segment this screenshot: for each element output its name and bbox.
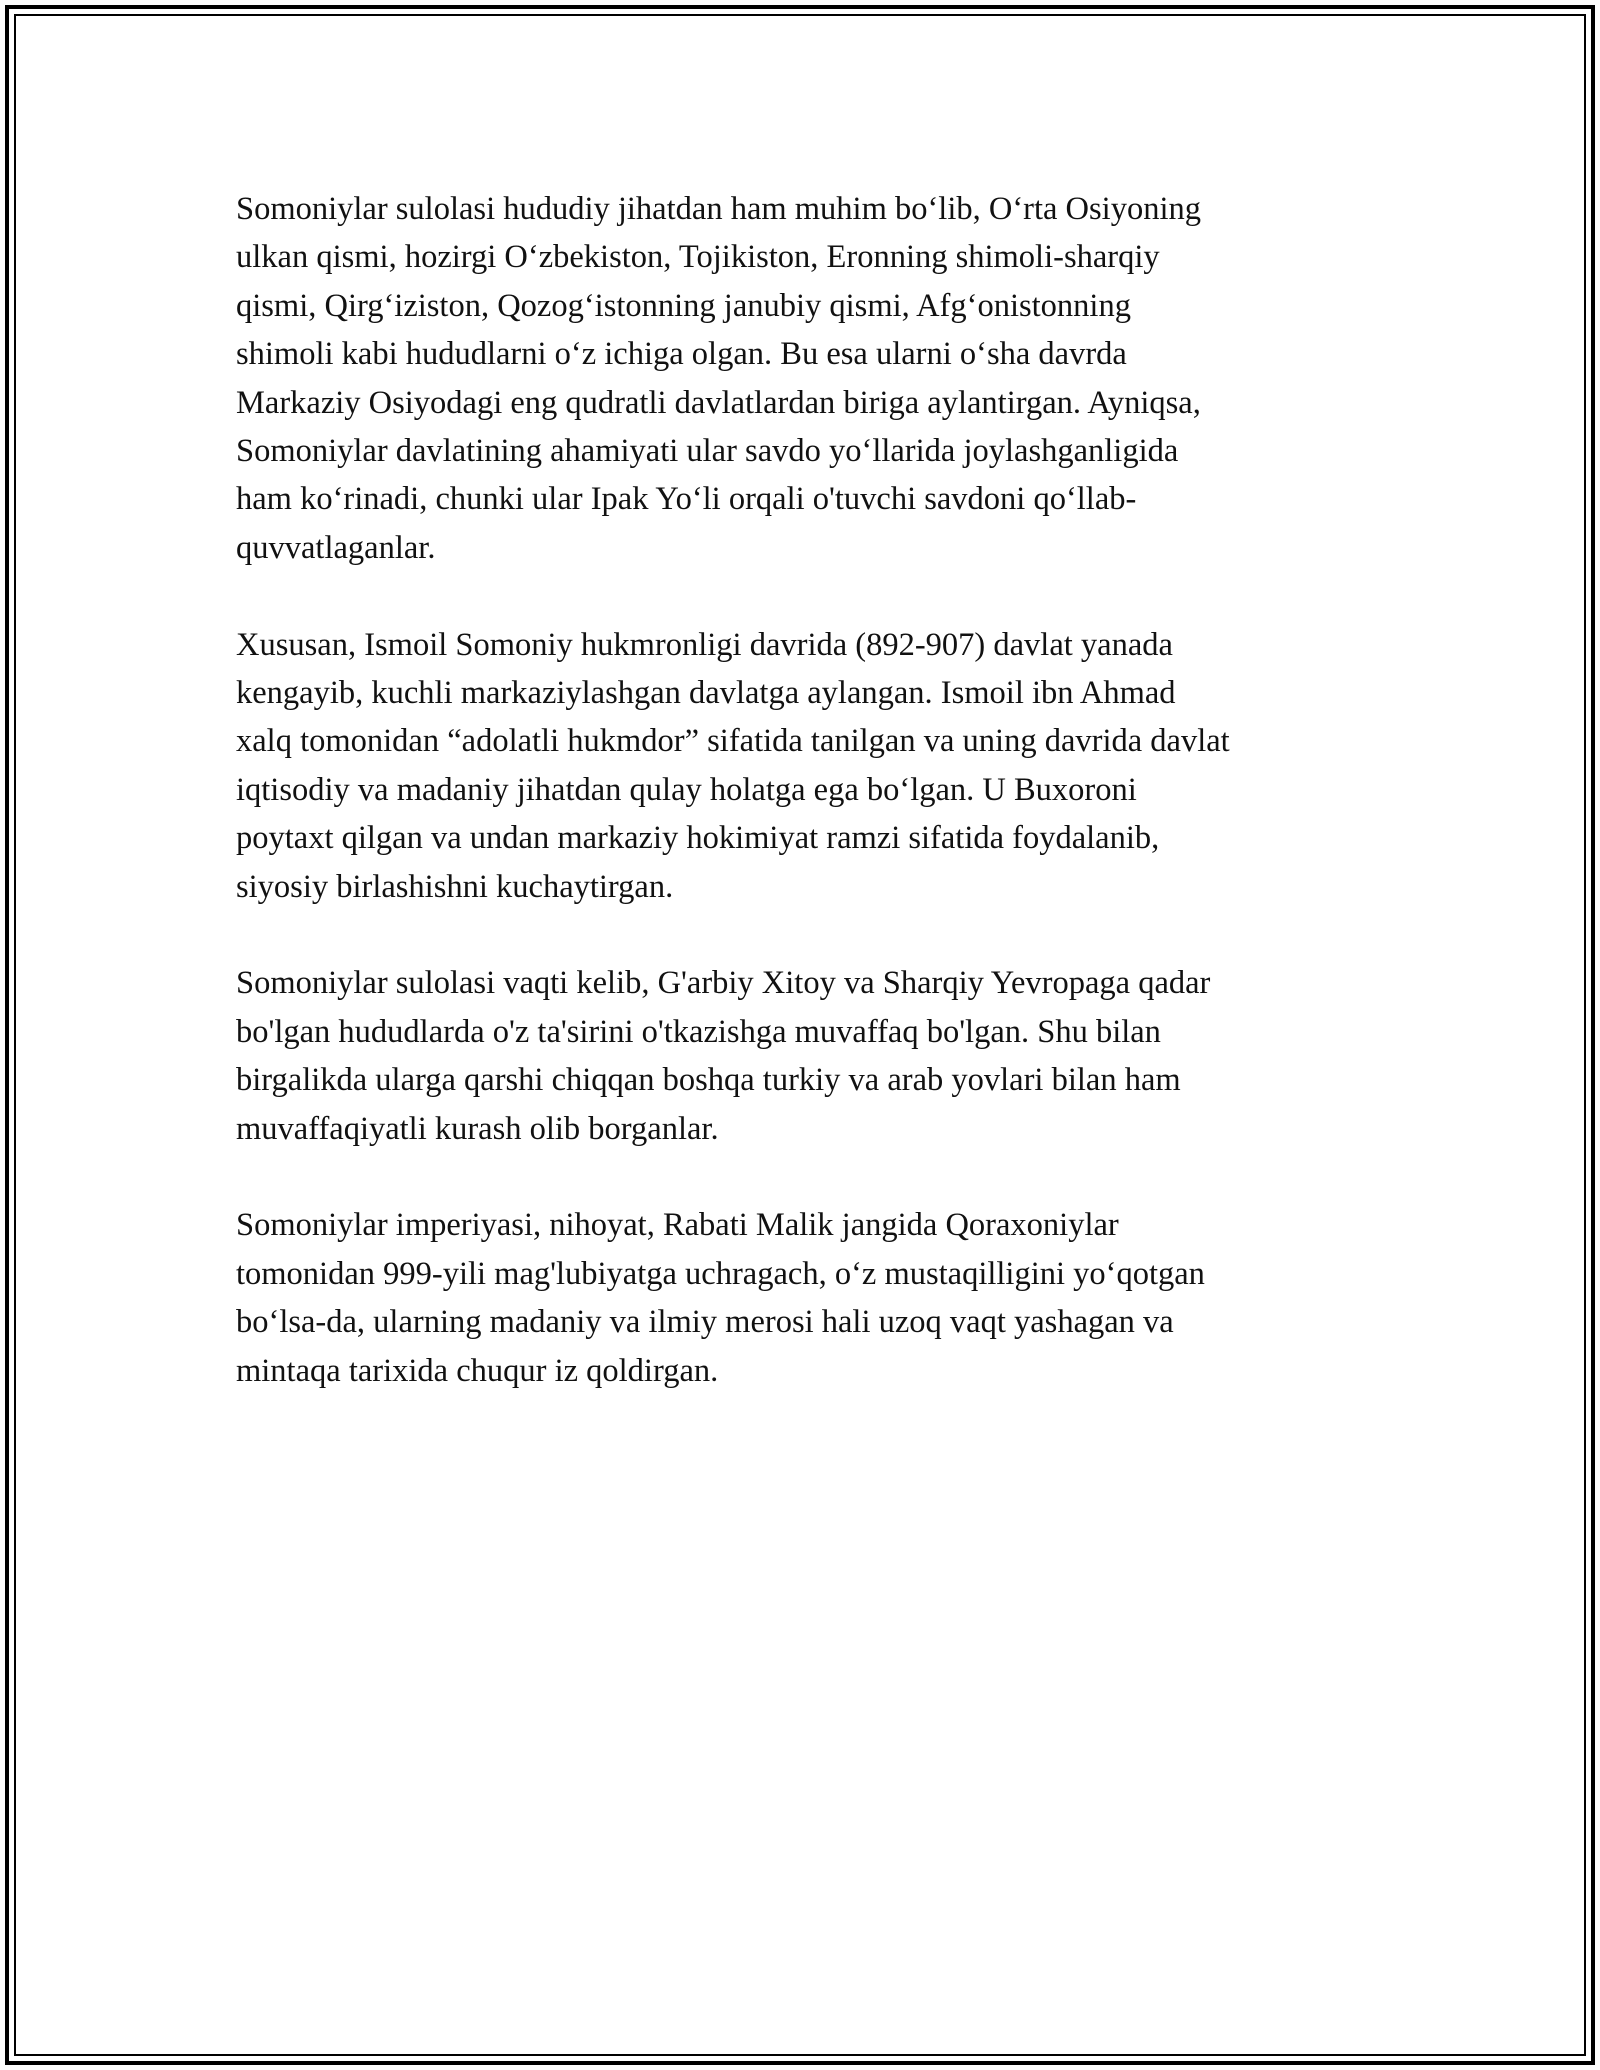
text-line: poytaxt qilgan va undan markaziy hokimiyat ramzi sifatida foydalanib, [236, 820, 1160, 857]
text-line: Somoniylar sulolasi vaqti kelib, G'arbiy Xitoy va Sharqiy Yevropaga qadar [236, 965, 1211, 1002]
text-line: Somoniylar davlatining ahamiyati ular savdo yo‘llarida joylashganligida [236, 433, 1179, 470]
text-line: Markaziy Osiyodagi eng qudratli davlatlardan biriga aylantirgan. Ayniqsa, [236, 384, 1201, 421]
text-line: shimoli kabi hududlarni o‘z ichiga olgan. Bu esa ularni o‘sha davrda [236, 336, 1127, 373]
text-line: Somoniylar imperiyasi, nihoyat, Rabati Malik jangida Qoraxoniylar [236, 1207, 1119, 1244]
text-line: siyosiy birlashishni kuchaytirgan. [236, 868, 674, 905]
text-line: ham ko‘rinadi, chunki ular Ipak Yo‘li orqali o'tuvchi savdoni qo‘llab- [236, 481, 1137, 518]
text-line: Xususan, Ismoil Somoniy hukmronligi davrida (892-907) davlat yanada [236, 626, 1173, 663]
text-line: birgalikda ularga qarshi chiqqan boshqa turkiy va arab yovlari bilan ham [236, 1062, 1181, 1099]
text-line: bo'lgan hududlarda o'z ta'sirini o'tkazishga muvaffaq bo'lgan. Shu bilan [236, 1013, 1161, 1050]
paragraph-1 [236, 185, 1366, 572]
text-line: muvaffaqiyatli kurash olib borganlar. [236, 1110, 719, 1147]
text-line: qismi, Qirg‘iziston, Qozog‘istonning janubiy qismi, Afg‘onistonning [236, 287, 1131, 324]
text-line: Somoniylar sulolasi hududiy jihatdan ham muhim bo‘lib, O‘rta Osiyoning [236, 191, 1201, 227]
text-line: ulkan qismi, hozirgi O‘zbekiston, Tojikiston, Eronning shimoli-sharqiy [236, 239, 1160, 276]
text-line: quvvatlaganlar. [236, 529, 436, 566]
text-line: tomonidan 999-yili mag'lubiyatga uchragach, o‘z mustaqilligini yo‘qotgan [236, 1255, 1205, 1292]
paragraph-3 [236, 959, 1366, 1153]
text-line: bo‘lsa-da, ularning madaniy va ilmiy merosi hali uzoq vaqt yashagan va [236, 1304, 1174, 1341]
text-line: xalq tomonidan “adolatli hukmdor” sifatida tanilgan va uning davrida davlat [236, 723, 1230, 760]
text-line: kengayib, kuchli markaziylashgan davlatga aylangan. Ismoil ibn Ahmad [236, 675, 1176, 712]
text-line: iqtisodiy va madaniy jihatdan qulay holatga ega bo‘lgan. U Buxoroni [236, 771, 1137, 808]
document-body [236, 185, 1366, 1444]
paragraph-4 [236, 1201, 1366, 1395]
paragraph-2 [236, 621, 1366, 911]
text-line: mintaqa tarixida chuqur iz qoldirgan. [236, 1352, 719, 1389]
